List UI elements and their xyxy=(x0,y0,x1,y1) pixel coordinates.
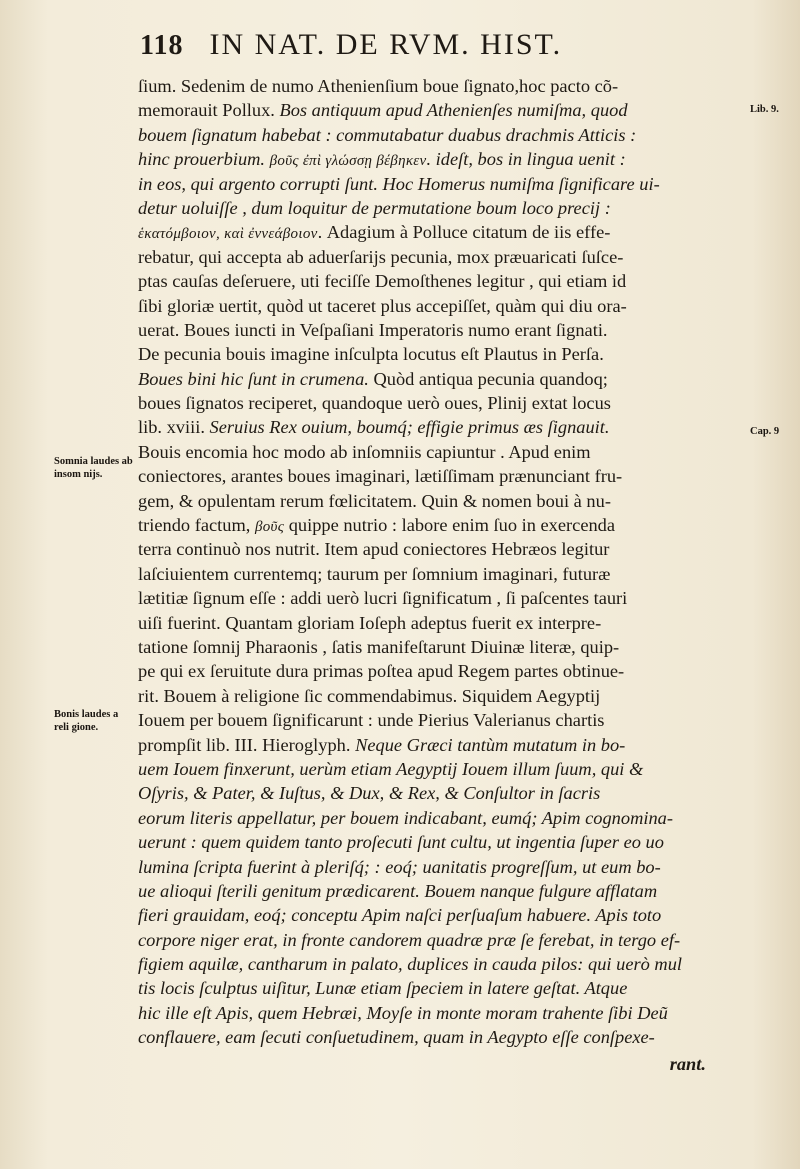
text-segment: quippe nutrio : labore enim ſuo in exercenda xyxy=(284,515,616,536)
text-line xyxy=(138,659,718,683)
text-line xyxy=(138,74,718,98)
greek-text: βοῦς ἐπὶ γλώσσῃ βέβηκεν xyxy=(269,153,427,170)
text-segment: hic ille eſt Apis, quem Hebræi, Moyſe in monte moram trahente ſibi Deũ xyxy=(138,1002,668,1023)
text-line xyxy=(138,830,718,854)
text-segment: pe qui ex ſeruitute dura primas poſtea apud Regem partes obtinue- xyxy=(138,661,625,682)
text-segment: detur uoluiſſe , dum loquitur de permutatione boum loco precij : xyxy=(138,197,611,218)
text-segment: Bos antiquum apud Athenienſes numiſma, quod xyxy=(279,100,628,121)
text-segment: tis locis ſculptus uiſitur, Lunæ etiam ſpeciem in latere geſtat. Atque xyxy=(138,978,628,999)
text-line xyxy=(138,708,718,732)
text-line xyxy=(138,367,718,391)
text-line xyxy=(138,952,718,976)
text-line xyxy=(138,586,718,610)
body-text xyxy=(138,74,718,1050)
text-line xyxy=(138,879,718,903)
text-segment: ſibi gloriæ uertit, quòd ut taceret plus accepiſſet, quàm qui diu ora- xyxy=(138,295,627,316)
text-segment: ue alioqui ſterili genitum prædicarent. Bouem nanque fulgure afflatam xyxy=(138,880,658,901)
text-segment: prompſit lib. III. Hieroglyph. xyxy=(138,734,356,755)
text-line xyxy=(138,611,718,635)
text-segment: rit. Bouem à religione ſic commendabimus. Siquidem Aegyptij xyxy=(138,685,601,706)
text-segment: gem, & opulentam rerum fœlicitatem. Quin & nomen boui à nu- xyxy=(138,490,611,511)
text-segment: Seruius Rex ouium, boumq́; effigie primus æs ſignauit. xyxy=(209,417,610,438)
text-segment: Iouem per bouem ſignificarunt : unde Pierius Valerianus chartis xyxy=(138,710,605,731)
text-segment: terra continuò nos nutrit. Item apud coniectores Hebræos legitur xyxy=(138,539,610,560)
text-line xyxy=(138,294,718,318)
text-segment: ſium. Sedenim de numo Athenienſium boue ſignato,hoc pacto cõ- xyxy=(138,76,619,96)
text-line xyxy=(138,440,718,464)
text-segment: De pecunia bouis imagine inſculpta locutus eſt Plautus in Perſa. xyxy=(138,344,604,365)
text-line xyxy=(138,562,718,586)
margin-note-cap: Cap. 9 xyxy=(750,426,780,437)
text-line xyxy=(138,269,718,293)
text-line xyxy=(138,196,718,220)
text-line xyxy=(138,342,718,366)
catchword: rant. xyxy=(669,1054,706,1074)
text-segment: lætitiæ ſignum eſſe : addi uerò lucri ſignificatum , ſi paſcentes tauri xyxy=(138,588,628,609)
text-segment: boues ſignatos reciperet, quandoque uerò oues, Plinij extat locus xyxy=(138,393,611,414)
text-segment: uerunt : quem quidem tanto proſecuti ſunt cultu, ut ingentia ſuper eo uo xyxy=(138,832,664,853)
text-line xyxy=(138,98,718,122)
text-line xyxy=(138,415,718,439)
page-number: 118 xyxy=(140,30,184,61)
text-line xyxy=(138,172,718,196)
text-line xyxy=(138,391,718,415)
text-line xyxy=(138,903,718,927)
text-line xyxy=(138,1025,718,1049)
margin-note-religio: Bonis laudes a reli gione. xyxy=(54,709,119,733)
text-segment: fieri grauidam, eoq́; conceptu Apim naſci perſuaſum habuere. Apis toto xyxy=(138,905,662,926)
text-segment: . Adagium à Polluce citatum de iis effe- xyxy=(317,222,611,243)
text-line xyxy=(138,1001,718,1025)
text-segment: laſciuientem currentemq; taurum per ſomnium imaginari, futuræ xyxy=(138,563,611,584)
text-segment: memorauit Pollux. xyxy=(138,100,280,121)
text-segment: Quòd antiqua pecunia quandoq; xyxy=(373,368,608,389)
text-segment: coniectores, arantes boues imaginari, lætiſſimam prænunciant fru- xyxy=(138,466,623,487)
text-line xyxy=(138,245,718,269)
text-segment: eorum literis appellatur, per bouem indicabant, eumq́; Apim cognomina- xyxy=(138,807,673,828)
text-line xyxy=(138,220,718,244)
text-segment: hinc prouerbium. xyxy=(138,149,270,170)
text-line xyxy=(138,757,718,781)
margin-note-lib: Lib. 9. xyxy=(750,104,779,115)
text-segment: conflauere, eam ſecuti conſuetudinem, quam in Aegypto eſſe conſpexe- xyxy=(138,1027,655,1048)
text-line xyxy=(138,147,718,171)
text-segment: Neque Græci tantùm mutatum in bo- xyxy=(355,734,626,755)
text-segment: figiem aquilæ, cantharum in palato, duplices in cauda pilos: qui uerò mul xyxy=(138,954,683,975)
text-segment: lumina ſcripta fuerint à pleriſq́; : eoq́; uanitatis progreſſum, ut eum bo- xyxy=(138,856,661,877)
text-segment: bouem ſignatum habebat : commutabatur duabus drachmis Atticis : xyxy=(138,124,637,145)
text-segment: corpore niger erat, in fronte candorem quadræ præ ſe ferebat, in tergo ef- xyxy=(138,929,681,950)
text-line xyxy=(138,635,718,659)
text-segment: in eos, qui argento corrupti ſunt. Hoc Homerus numiſma ſignificare ui- xyxy=(138,173,660,194)
text-line xyxy=(138,781,718,805)
text-segment: uem Iouem finxerunt, uerùm etiam Aegyptij Iouem illum ſuum, qui & xyxy=(138,758,644,779)
text-segment: triendo factum, xyxy=(138,515,255,536)
text-segment: uerat. Boues iuncti in Veſpaſiani Imperatoris numo erant ſignati. xyxy=(138,319,608,340)
margin-note-somnia: Somnia laudes ab insom nijs. xyxy=(54,456,133,480)
text-segment: rebatur, qui accepta ab aduerſarijs pecunia, mox præuaricati ſuſce- xyxy=(138,246,624,267)
text-line xyxy=(138,855,718,879)
text-segment: tatione ſomnij Pharaonis , ſatis manifeſtarunt Diuinæ literæ, quip- xyxy=(138,636,620,657)
text-line xyxy=(138,464,718,488)
text-line xyxy=(138,928,718,952)
text-segment: ptas cauſas deſeruere, uti feciſſe Demoſthenes legitur , qui etiam id xyxy=(138,271,627,292)
text-segment: Boues bini hic ſunt in crumena. xyxy=(138,368,374,389)
greek-text: βοῦς xyxy=(254,519,285,536)
text-line xyxy=(138,513,718,537)
page-header xyxy=(140,28,670,72)
text-line xyxy=(138,684,718,708)
text-segment: . ideſt, bos in lingua uenit : xyxy=(426,149,626,170)
text-segment: uiſi fuerint. Quantam gloriam Ioſeph adeptus fuerit ex interpre- xyxy=(138,612,602,633)
greek-text: ἑκατόμβοιον, καὶ ἐννεάβοιον xyxy=(138,226,318,243)
text-line xyxy=(138,123,718,147)
text-line xyxy=(138,806,718,830)
text-line xyxy=(138,537,718,561)
text-line xyxy=(138,318,718,342)
text-line xyxy=(138,976,718,1000)
text-segment: lib. xviii. xyxy=(138,417,210,438)
running-title: IN NAT. DE RVM. HIST. xyxy=(209,28,563,61)
text-segment: Oſyris, & Pater, & Iuſtus, & Dux, & Rex, & Conſultor in ſacris xyxy=(138,783,601,804)
catchword-block xyxy=(138,1052,718,1076)
text-segment: Bouis encomia hoc modo ab inſomniis capiuntur . Apud enim xyxy=(138,441,591,462)
text-line xyxy=(138,733,718,757)
text-line xyxy=(138,489,718,513)
